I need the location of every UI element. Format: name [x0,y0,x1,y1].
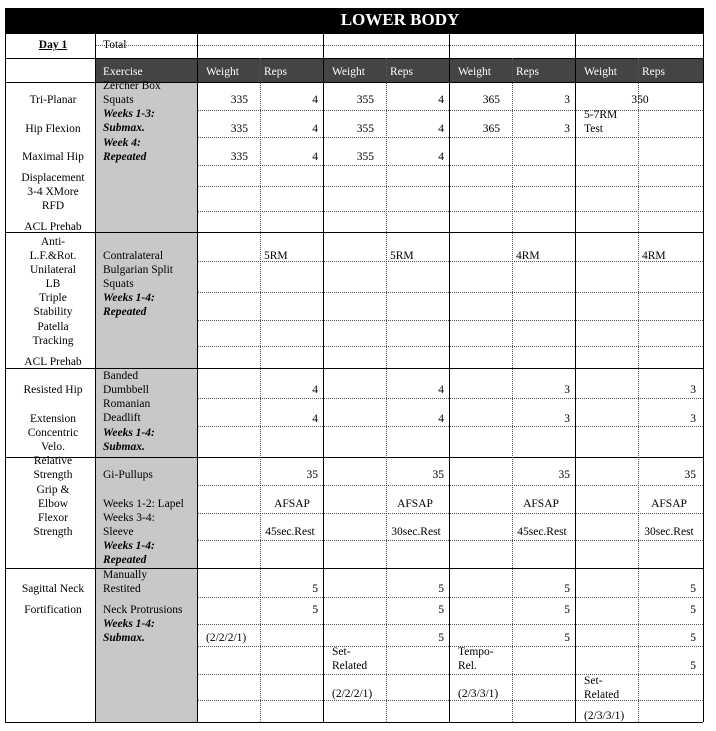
grid-line-dotted-17 [197,674,703,675]
data-cell: 3 [564,123,570,135]
sidebar-label: Sagittal Neck [21,583,85,595]
data-cell: 5 [312,583,318,595]
exercise-label: Weeks 1-3: [103,108,155,120]
exercise-label: Bulgarian Split [103,264,173,276]
grid-line-dotted-6 [197,292,703,293]
data-cell: 4RM [642,250,666,262]
exercise-label: Repeated [103,306,147,318]
total-label: Total [103,39,127,51]
sidebar-label: Maximal Hip [22,151,84,163]
grid-v-left [5,33,6,722]
grid-line-dotted-0 [197,110,703,111]
header-weight-2: Weight [332,66,365,78]
sidebar-label: Hip Flexion [25,123,81,135]
data-cell: 5RM [264,250,288,262]
exercise-label: Restited [103,583,141,595]
sidebar-label: 3-4 XMore [27,186,79,198]
sidebar-label: Strength [33,526,73,538]
data-cell: 5 [564,632,570,644]
data-cell: 45sec.Rest [265,526,315,538]
grid-line-dotted-3 [197,186,703,187]
grid-line-solid-1 [5,58,703,59]
sidebar-label: Strength [33,469,73,481]
data-cell: 30sec.Rest [644,526,694,538]
data-cell: 350 [631,94,649,106]
exercise-label: Dumbbell [103,384,149,396]
data-cell: Set- [332,646,351,658]
grid-line-solid-0 [5,33,703,34]
grid-line-dotted-14 [197,597,703,598]
page-title: LOWER BODY [340,10,460,29]
data-cell: AFSAP [397,498,433,510]
grid-line-solid-5 [5,457,703,458]
data-cell: 4 [312,94,318,106]
data-cell: 3 [690,413,696,425]
exercise-label: Gi-Pullups [103,469,153,481]
data-cell: 5 [438,604,444,616]
grid-line-solid-3 [5,232,703,233]
sidebar-label: RFD [41,200,65,212]
grid-v-exercise [197,33,198,722]
exercise-label: Submax. [103,632,145,644]
data-cell: 35 [432,469,444,481]
data-cell: 335 [230,123,248,135]
data-cell: (2/3/3/1) [458,688,499,700]
data-cell: 4 [312,384,318,396]
data-cell: 5 [564,583,570,595]
data-cell: 355 [356,123,374,135]
sidebar-label: Displacement [21,172,85,184]
header-reps-4: Reps [642,66,665,78]
exercise-label: Contralateral [103,250,164,262]
data-cell: 5-7RM [584,109,618,121]
exercise-label: Weeks 1-4: [103,427,155,439]
data-cell: 3 [564,384,570,396]
data-cell: Related [332,660,368,672]
grid-line-dotted-15 [197,624,703,625]
data-cell: AFSAP [523,498,559,510]
data-cell: 4RM [516,250,540,262]
grid-line-total [95,45,703,46]
data-cell: 5 [690,604,696,616]
grid-line-dotted-4 [197,211,703,212]
data-cell: 5 [690,660,696,672]
data-cell: (2/2/2/1) [206,632,247,644]
header-reps-3: Reps [516,66,539,78]
data-cell: (2/2/2/1) [332,688,373,700]
data-cell: Set- [584,675,603,687]
header-reps-2: Reps [390,66,413,78]
sidebar-label: Stability [33,306,73,318]
grid-v-week-1 [323,33,324,722]
data-cell: 5RM [390,250,414,262]
sidebar-label: Concentric [27,427,79,439]
exercise-label: Weeks 1-4: [103,618,155,630]
data-cell: 4 [438,123,444,135]
exercise-label: Neck Protrusions [103,604,183,616]
sidebar-label: Relative [33,455,73,467]
exercise-label: Repeated [103,151,147,163]
sidebar-label: LB [45,278,61,290]
grid-line-dotted-16 [197,646,703,647]
sidebar-label: Resisted Hip [23,384,83,396]
data-cell: 4 [312,413,318,425]
sidebar-label: Triple [39,292,67,304]
exercise-label: Zercher Box [103,80,161,92]
exercise-label: Romanian [103,398,151,410]
sidebar-label: Velo. [41,441,65,453]
data-cell: 35 [684,469,696,481]
data-cell: Rel. [458,660,477,672]
data-cell: 3 [690,384,696,396]
data-cell: 365 [482,94,500,106]
data-cell: AFSAP [274,498,310,510]
sidebar-label: L.F.&Rot. [29,250,77,262]
data-cell: 355 [356,94,374,106]
data-cell: 5 [438,583,444,595]
exercise-label: Sleeve [103,526,134,538]
data-cell: 35 [306,469,318,481]
data-cell: 4 [438,151,444,163]
header-weight-1: Weight [206,66,239,78]
exercise-label: Weeks 3-4: [103,512,155,524]
exercise-label: Banded [103,370,139,382]
sidebar-label: Anti- [40,236,66,248]
grid-line-dotted-11 [197,485,703,486]
grid-line-dotted-8 [197,346,703,347]
sidebar-label: Extension [30,413,76,425]
sidebar-label: Patella [37,321,69,333]
data-cell: 4 [312,123,318,135]
data-cell: 5 [438,632,444,644]
grid-v-right [703,8,704,722]
data-cell: 3 [564,94,570,106]
data-cell: 4 [438,384,444,396]
data-cell: 45sec.Rest [517,526,567,538]
grid-line-dotted-7 [197,320,703,321]
exercise-label: Weeks 1-2: Lapel [103,498,184,510]
data-cell: 355 [356,151,374,163]
day-label: Day 1 [38,39,68,51]
grid-v-week-3 [575,33,576,722]
header-weight-4: Weight [584,66,617,78]
data-cell: AFSAP [651,498,687,510]
header-weight-3: Weight [458,66,491,78]
grid-line-dotted-12 [197,513,703,514]
sidebar-label: Flexor [37,512,69,524]
sidebar-label: Unilateral [30,264,76,276]
data-cell: Test [584,123,603,135]
data-cell: 30sec.Rest [391,526,441,538]
sidebar-label: Tracking [32,335,74,347]
data-cell: 5 [690,632,696,644]
exercise-label: Manually [103,569,148,581]
exercise-label: Weeks 1-4: [103,292,155,304]
data-cell: 5 [690,583,696,595]
grid-line-dotted-1 [197,137,703,138]
exercise-label: Weeks 1-4: [103,540,155,552]
data-cell: Tempo- [458,646,494,658]
grid-line-dotted-10 [197,426,703,427]
data-cell: 5 [564,604,570,616]
sidebar-label: ACL Prehab [24,356,82,368]
sidebar-label: ACL Prehab [24,221,82,233]
exercise-label: Deadlift [103,412,141,424]
exercise-label: Squats [103,278,134,290]
data-cell: 4 [438,413,444,425]
sidebar-label: Grip & [36,484,70,496]
grid-line-dotted-18 [197,700,703,701]
sidebar-label: Elbow [37,498,69,510]
data-cell: Related [584,689,620,701]
data-cell: 4 [438,94,444,106]
exercise-label: Submax. [103,122,145,134]
data-cell: 35 [558,469,570,481]
data-cell: 365 [482,123,500,135]
sidebar-label: Tri-Planar [29,94,77,106]
exercise-label: Submax. [103,441,145,453]
data-cell: 4 [312,151,318,163]
data-cell: 3 [564,413,570,425]
grid-line-dotted-13 [197,540,703,541]
sidebar-label: Fortification [24,604,82,616]
exercise-label: Repeated [103,554,147,566]
grid-line-dotted-2 [197,165,703,166]
data-cell: 335 [230,94,248,106]
data-cell: 5 [312,604,318,616]
grid-line-dotted-9 [197,398,703,399]
header-reps-1: Reps [264,66,287,78]
data-cell: (2/3/3/1) [584,710,625,722]
exercise-label: Week 4: [103,137,141,149]
data-cell: 335 [230,151,248,163]
header-exercise: Exercise [103,66,143,78]
grid-v-week-2 [449,33,450,722]
exercise-label: Squats [103,94,134,106]
